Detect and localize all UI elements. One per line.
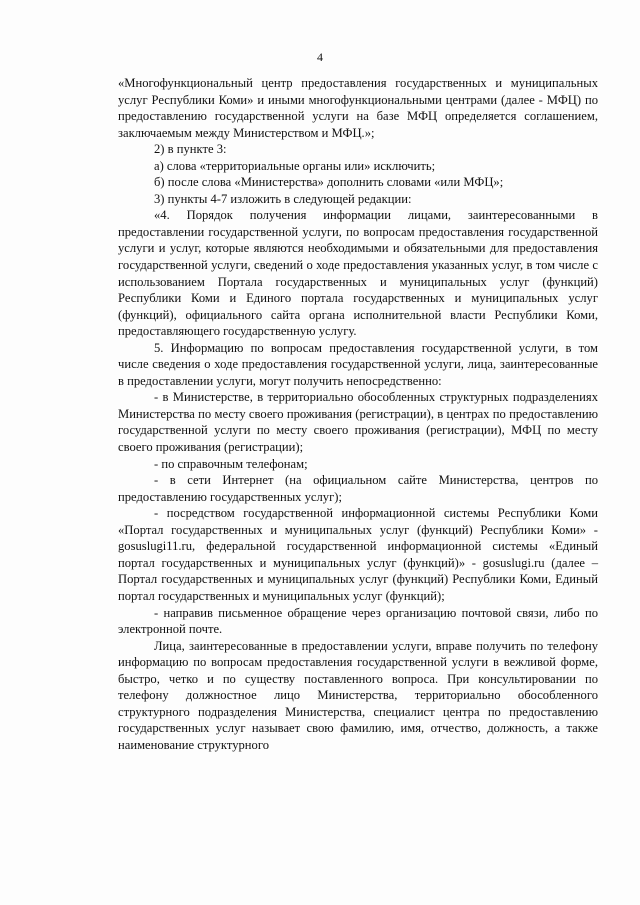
document-body: [118, 75, 598, 753]
list-item: - направив письменное обращение через организацию почтовой связи, либо по электронной почте.: [118, 605, 598, 637]
paragraph: 3) пункты 4-7 изложить в следующей редакции:: [154, 191, 412, 206]
paragraph: «4. Порядок получения информации лицами, заинтересованными в предоставлении государственной услуги, по вопросам предоставления государственной услуги и услуг, которые являются необходимыми и обязательными для предоставления государственной услуги, сведений о ходе предоставления указанных услуг, в том числе с использованием Портала государственных и муниципальных услуг (функций) Республики Коми и Единого портала государственных и муниципальных услуг (функций), официального сайта органа исполнительной власти Республики Коми, предоставляющего государственную услугу.: [118, 208, 598, 339]
list-item: - посредством государственной информационной системы Республики Коми «Портал государственных и муниципальных услуг (функций) Республики Коми» - gosuslugi11.ru, федеральной государственной информационной системы «Единый портал государственных и муниципальных услуг (функций)» - gosuslugi.ru (далее – Портал государственных и муниципальных услуг (функций) Республики Коми, Единый портал государственных и муниципальных услуг (функций);: [118, 506, 598, 603]
paragraph: 5. Информацию по вопросам предоставления государственной услуги, в том числе сведения о ходе предоставления государственной услуги, лица, заинтересованные в предоставлении услуги, могут получить непосредственно:: [118, 340, 598, 388]
paragraph: Лица, заинтересованные в предоставлении услуги, вправе получить по телефону информацию по вопросам предоставления государственной услуги в вежливой форме, быстро, четко и по существу поставленного вопроса. При консультировании по телефону должностное лицо Министерства, территориально обособленного структурного подразделения Министерства, специалист центра по предоставлению государственных услуг называет свою фамилию, имя, отчество, должность, а также наименование структурного: [118, 638, 598, 752]
paragraph: 2) в пункте 3:: [154, 142, 227, 157]
paragraph: б) после слова «Министерства» дополнить словами «или МФЦ»;: [154, 175, 504, 190]
paragraph: «Многофункциональный центр предоставления государственных и муниципальных услуг Республики Коми» и иными многофункциональными центрами (далее - МФЦ) по предоставлению государственной услуги на базе МФЦ определяется соглашением, заключаемым между Министерством и МФЦ.»;: [118, 76, 598, 140]
list-item: - по справочным телефонам;: [154, 456, 308, 471]
paragraph: а) слова «территориальные органы или» исключить;: [154, 158, 436, 173]
page-number: 4: [317, 50, 323, 64]
list-item: - в сети Интернет (на официальном сайте Министерства, центров по предоставлению государственных услуг);: [118, 473, 598, 504]
list-item: - в Министерстве, в территориально обособленных структурных подразделениях Министерства по месту своего проживания (регистрации), в центрах по предоставлению государственной услуги по месту своего проживания (регистрации), МФЦ по месту своего проживания (регистрации);: [118, 390, 598, 455]
